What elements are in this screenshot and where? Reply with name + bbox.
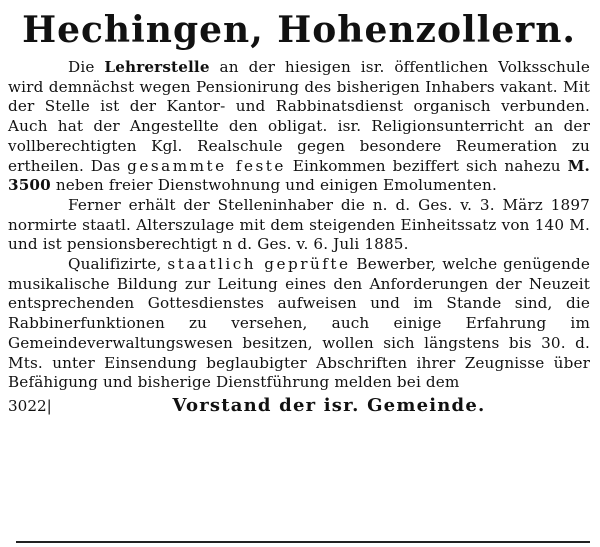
text-segment: Einkommen beziffert sich nahezu xyxy=(285,156,568,175)
text-segment: Qualifizirte, xyxy=(68,255,168,274)
signature: Vorstand der isr. Gemeinde. xyxy=(172,394,486,416)
advertisement xyxy=(8,6,590,538)
position-title: Lehrerstelle xyxy=(104,58,210,76)
reference-number: 3022| xyxy=(8,396,52,415)
emphasis-text: staatlich geprüfte xyxy=(167,255,351,274)
text-segment: an der hiesigen isr. öffentlichen Volksschule wird demnächst wegen Pensionirung des bisherigen Inhabers vakant. Mit der Stelle ist der Kantor- und Rabbinatsdienst organisch verbunden. Auch hat der Angestellte den obligat. isr. Religionsunterricht an der vollberechtigten Kgl. Realschule gegen besondere Reumeration zu ertheilen. Das xyxy=(8,58,590,175)
paragraph-3 xyxy=(8,255,590,393)
ad-footer xyxy=(8,395,590,417)
ad-body xyxy=(8,58,590,393)
text-segment: neben freier Dienstwohnung und einigen Emolumenten. xyxy=(50,176,497,195)
text-segment: Ferner erhält der Stelleninhaber die n. d. Ges. v. 3. März 1897 normirte staatl. Alterszulage mit dem steigenden Einheitssatz von 140 M. und ist pensionsberechtigt n d. Ges. v. 6. Juli 1885. xyxy=(8,195,590,254)
text-segment: Die xyxy=(68,58,105,76)
emphasis-text: gesammte feste xyxy=(127,156,286,175)
text-segment: Bewerber, welche genügende musikalische Bildung zur Leitung eines den Anforderungen der Neuzeit entsprechenden Gottesdienstes aufweisen und im Stande sind, die Rabbinerfunktionen zu versehen, auch einige Erfahrung im Gemeindeverwaltungswesen besitzen, wollen sich längstens bis 30. d. Mts. unter Einsendung beglaubigter Abschriften ihrer Zeugnisse über Befähigung und bisherige Dienstführung melden bei dem xyxy=(8,255,590,392)
ad-title: Hechingen, Hohenzollern. xyxy=(22,9,576,51)
paragraph-1 xyxy=(8,58,590,196)
bottom-rule xyxy=(16,541,590,543)
salary-amount: M. 3500 xyxy=(8,156,590,195)
paragraph-2 xyxy=(8,196,590,255)
